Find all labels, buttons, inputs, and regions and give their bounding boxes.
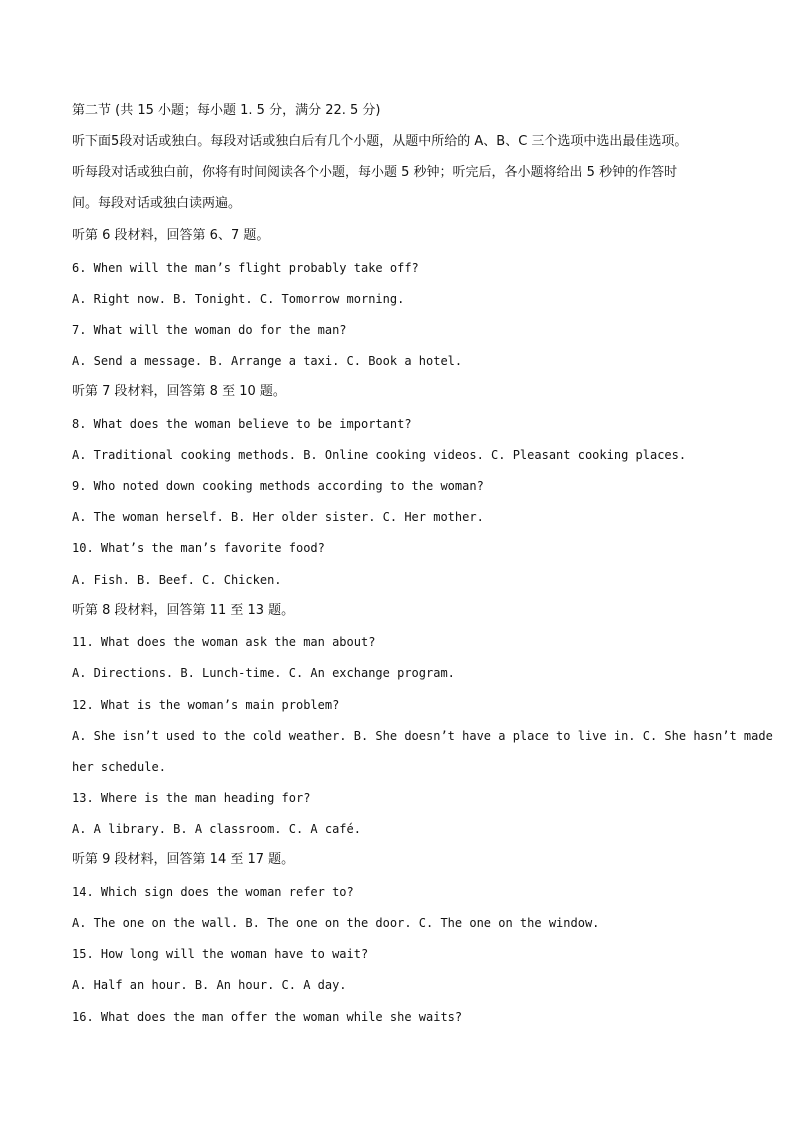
question-text: 10. What’s the man’s favorite food? xyxy=(72,541,325,555)
question-text: 9. Who noted down cooking methods according to the woman? xyxy=(72,479,484,493)
answer-options: A. Traditional cooking methods. B. Online cooking videos. C. Pleasant cooking places. xyxy=(72,448,687,462)
answer-options: A. The one on the wall. B. The one on the door. C. The one on the window. xyxy=(72,916,600,930)
answer-options: A. Send a message. B. Arrange a taxi. C. Book a hotel. xyxy=(72,354,463,368)
instruction-line: 听下面5段对话或独白。每段对话或独白后有几个小题，从题中所给的 A、B、C 三个选项中选出最佳选项。 xyxy=(72,134,688,149)
answer-options: A. Right now. B. Tonight. C. Tomorrow morning. xyxy=(72,292,405,306)
question-text: 11. What does the woman ask the man about? xyxy=(72,635,376,649)
question-text: 8. What does the woman believe to be important? xyxy=(72,417,412,431)
listening-section-heading: 听第 7 段材料，回答第 8 至 10 题。 xyxy=(72,384,286,399)
instruction-line: 听每段对话或独白前，你将有时间阅读各个小题，每小题 5 秒钟；听完后，各小题将给出 5 秒钟的作答时 xyxy=(72,165,678,180)
listening-section-heading: 听第 6 段材料，回答第 6、7 题。 xyxy=(72,228,270,243)
answer-options: A. A library. B. A classroom. C. A café. xyxy=(72,822,361,836)
listening-section-heading: 听第 8 段材料，回答第 11 至 13 题。 xyxy=(72,603,295,618)
listening-section-heading: 听第 9 段材料，回答第 14 至 17 题。 xyxy=(72,852,295,867)
instruction-line: 间。每段对话或独白读两遍。 xyxy=(72,196,242,211)
question-text: 12. What is the woman’s main problem? xyxy=(72,698,340,712)
question-text: 15. How long will the woman have to wait? xyxy=(72,947,369,961)
answer-options: A. Half an hour. B. An hour. C. A day. xyxy=(72,978,347,992)
section-header: 第二节 (共 15 小题；每小题 1. 5 分，满分 22. 5 分) xyxy=(72,103,381,118)
answer-options-continued: her schedule. xyxy=(72,760,166,774)
question-text: 16. What does the man offer the woman while she waits? xyxy=(72,1010,463,1024)
question-text: 6. When will the man’s flight probably take off? xyxy=(72,261,419,275)
answer-options: A. She isn’t used to the cold weather. B. She doesn’t have a place to live in. C. She hasn’t made xyxy=(72,729,773,743)
question-text: 14. Which sign does the woman refer to? xyxy=(72,885,354,899)
answer-options: A. Directions. B. Lunch-time. C. An exchange program. xyxy=(72,666,455,680)
answer-options: A. The woman herself. B. Her older sister. C. Her mother. xyxy=(72,510,484,524)
question-text: 13. Where is the man heading for? xyxy=(72,791,311,805)
answer-options: A. Fish. B. Beef. C. Chicken. xyxy=(72,573,282,587)
question-text: 7. What will the woman do for the man? xyxy=(72,323,347,337)
